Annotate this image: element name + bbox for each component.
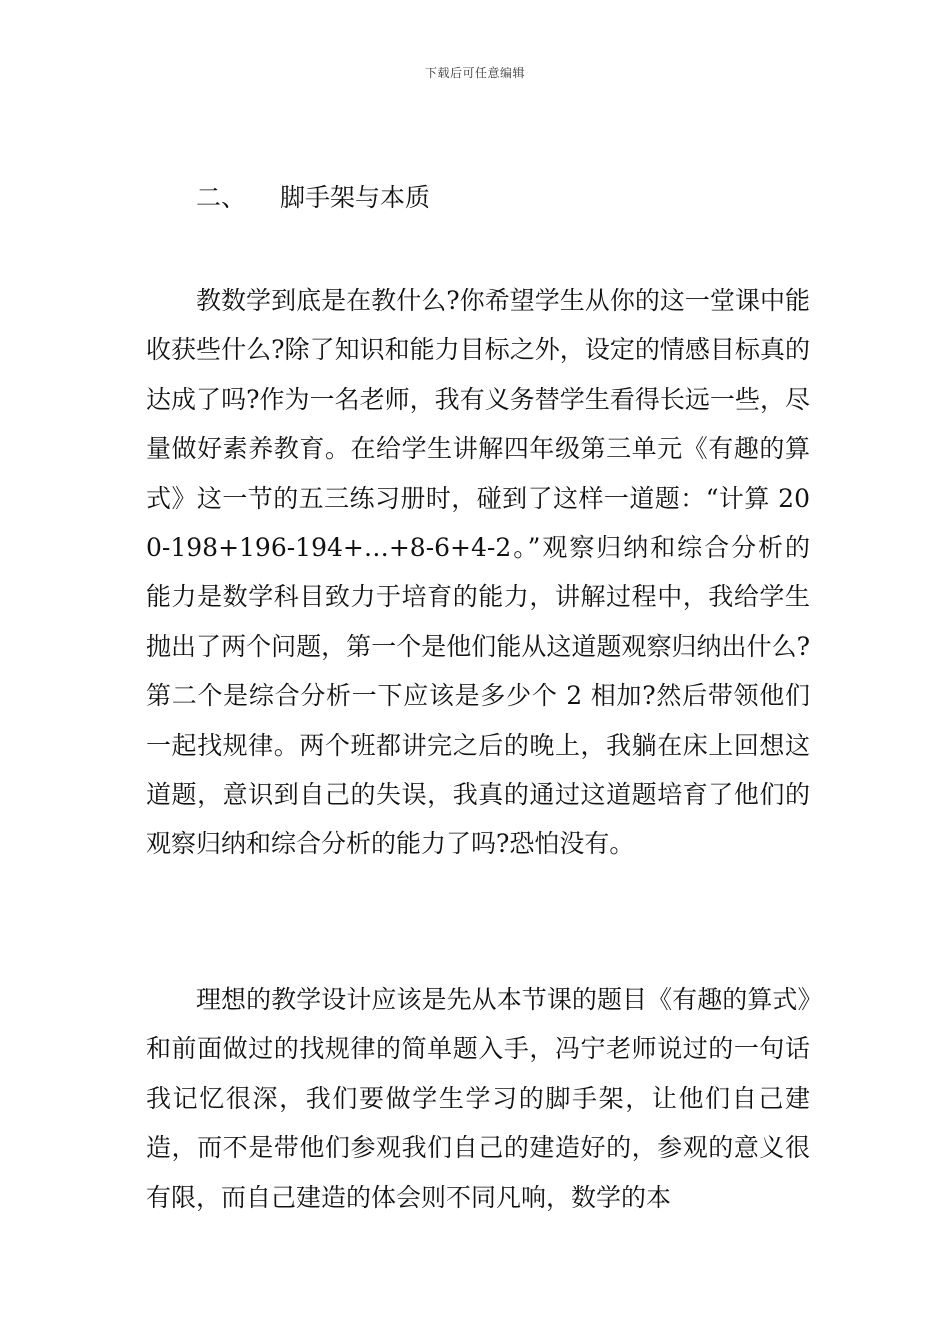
section-heading (196, 180, 430, 216)
header-note: 下载后可任意编辑 (424, 66, 525, 80)
section-title: 脚手架与本质 (280, 183, 431, 212)
body-paragraph-1: 教数学到底是在教什么?你希望学生从你的这一堂课中能收获些什么?除了知识和能力目标之外，设定的情感目标真的达成了吗?作为一名老师，我有义务替学生看得长远一些，尽量做好素养教育。在给学生讲解四年级第三单元《有趣的算式》这一节的五三练习册时，碰到了这样一道题：“计算 200-198+196-194+…+8-6+4-2。”观察归纳和综合分析的能力是数学科目致力于培育的能力，讲解过程中，我给学生抛出了两个问题，第一个是他们能从这道题观察归纳出什么?第二个是综合分析一下应该是多少个 2 相加?然后带领他们一起找规律。两个班都讲完之后的晚上，我躺在床上回想这道题，意识到自己的失误，我真的通过这道题培育了他们的观察归纳和综合分析的能力了吗?恐怕没有。 (146, 286, 810, 859)
section-number: 二、 (196, 183, 247, 212)
body-paragraph-2: 理想的教学设计应该是先从本节课的题目《有趣的算式》和前面做过的找规律的简单题入手，冯宁老师说过的一句话我记忆很深，我们要做学生学习的脚手架，让他们自己建造，而不是带他们参观我们自己的建造好的，参观的意义很有限，而自己建造的体会则不同凡响，数学的本 (146, 985, 810, 1212)
